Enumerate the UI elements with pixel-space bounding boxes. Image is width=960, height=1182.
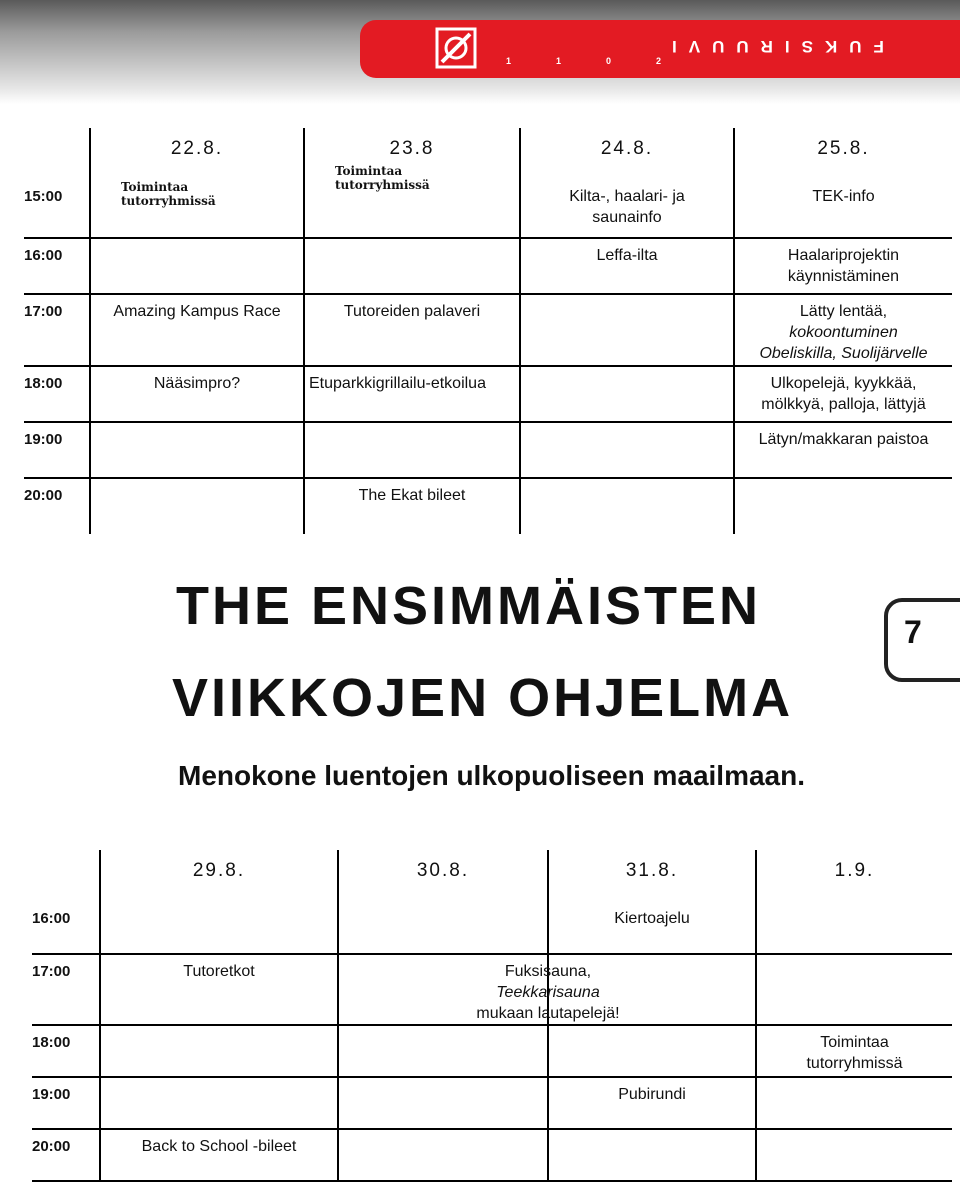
event-cell: Toimintaa tutorryhmissä — [756, 1025, 952, 1077]
event-cell — [756, 954, 952, 1025]
time-label: 18:00 — [32, 1025, 100, 1077]
event-cell: TEK-info — [734, 180, 952, 238]
time-label: 19:00 — [24, 422, 90, 478]
day-header: 1.9. — [756, 850, 952, 902]
event-cell — [338, 1025, 548, 1077]
time-label: 16:00 — [24, 238, 90, 294]
event-cell — [520, 366, 734, 422]
schedule-week-2 — [32, 850, 952, 1182]
event-cell: Toimintaa tutorryhmissä — [90, 180, 304, 238]
event-cell — [304, 238, 520, 294]
event-cell — [520, 294, 734, 366]
table-row — [32, 1077, 952, 1129]
event-cell — [338, 902, 548, 954]
event-cell — [338, 1129, 548, 1181]
table-row — [24, 238, 952, 294]
schedule-header-row — [32, 850, 952, 902]
event-cell — [520, 422, 734, 478]
table-row — [24, 294, 952, 366]
table-row — [32, 1025, 952, 1077]
event-cell — [756, 1129, 952, 1181]
time-label: 15:00 — [24, 180, 90, 238]
brand-year-digit: 1 — [556, 56, 562, 66]
time-label: 19:00 — [32, 1077, 100, 1129]
event-cell: Toimintaa tutorryhmissä — [304, 164, 520, 222]
table-row — [24, 478, 952, 534]
event-cell — [734, 478, 952, 534]
event-cell: Haalariprojektin käynnistäminen — [734, 238, 952, 294]
event-cell: Back to School -bileet — [100, 1129, 338, 1181]
table-row — [32, 954, 952, 1025]
event-cell — [90, 238, 304, 294]
table-row — [32, 902, 952, 954]
time-label: 20:00 — [32, 1129, 100, 1181]
day-header: 31.8. — [548, 850, 756, 902]
page-number-box — [884, 598, 960, 682]
table-row — [24, 422, 952, 478]
corner-cell — [24, 128, 90, 180]
event-cell: Nääsimpro? — [90, 366, 304, 422]
table-row — [24, 366, 952, 422]
event-cell — [90, 422, 304, 478]
day-header: 23.8 — [304, 128, 520, 180]
day-header: 30.8. — [338, 850, 548, 902]
event-cell: Kilta-, haalari- ja saunainfo — [520, 180, 734, 238]
event-cell: The Ekat bileet — [304, 478, 520, 534]
brand-year-digit: 0 — [606, 56, 612, 66]
event-cell: Etuparkkigrillailu-etkoilua — [304, 366, 520, 422]
time-label: 16:00 — [32, 902, 100, 954]
event-cell — [304, 422, 520, 478]
event-cell — [90, 478, 304, 534]
table-row — [32, 1129, 952, 1181]
event-cell — [100, 1025, 338, 1077]
fuksiruuvi-logo-icon — [434, 26, 478, 70]
time-label: 17:00 — [32, 954, 100, 1025]
event-cell — [100, 902, 338, 954]
event-cell: Kiertoajelu — [548, 902, 756, 954]
event-cell — [756, 1077, 952, 1129]
time-label: 17:00 — [24, 294, 90, 366]
event-cell — [548, 1129, 756, 1181]
table-row — [24, 180, 952, 238]
event-cell: Ulkopelejä, kyykkää, mölkkyä, palloja, lättyjä — [734, 366, 952, 422]
event-cell: Leffa-ilta — [520, 238, 734, 294]
day-header: 29.8. — [100, 850, 338, 902]
corner-cell — [32, 850, 100, 902]
event-cell: Fuksisauna, Teekkarisauna mukaan lautapelejä! — [444, 954, 652, 1025]
day-header: 25.8. — [734, 128, 952, 180]
page-title-line-2: VIIKKOJEN OHJELMA — [172, 668, 794, 728]
time-label: 20:00 — [24, 487, 63, 504]
brand-name: FUKSIRUUVI — [660, 37, 884, 56]
event-cell — [338, 1077, 548, 1129]
event-cell: Tutoretkot — [100, 954, 338, 1025]
day-header: 22.8. — [90, 128, 304, 180]
event-cell — [100, 1077, 338, 1129]
event-cell: Lätyn/makkaran paistoa — [734, 422, 952, 478]
time-label: 18:00 — [24, 366, 90, 422]
event-cell: Pubirundi — [548, 1077, 756, 1129]
brand-year-digit: 2 — [656, 56, 662, 66]
event-cell: Amazing Kampus Race — [90, 294, 304, 366]
event-cell: Lätty lentää, kokoontuminen Obeliskilla, Suolijärvelle — [734, 294, 952, 366]
day-header: 24.8. — [520, 128, 734, 180]
event-cell: Tutoreiden palaveri — [304, 294, 520, 366]
schedule-week-1 — [24, 128, 952, 534]
page-title-line-1: THE ENSIMMÄISTEN — [176, 576, 762, 636]
brand-year-digit: 1 — [506, 56, 512, 66]
event-cell — [520, 478, 734, 534]
event-cell — [548, 1025, 756, 1077]
event-cell — [756, 902, 952, 954]
page-number: 7 — [904, 614, 922, 650]
page-subtitle: Menokone luentojen ulkopuoliseen maailmaan. — [178, 760, 806, 791]
